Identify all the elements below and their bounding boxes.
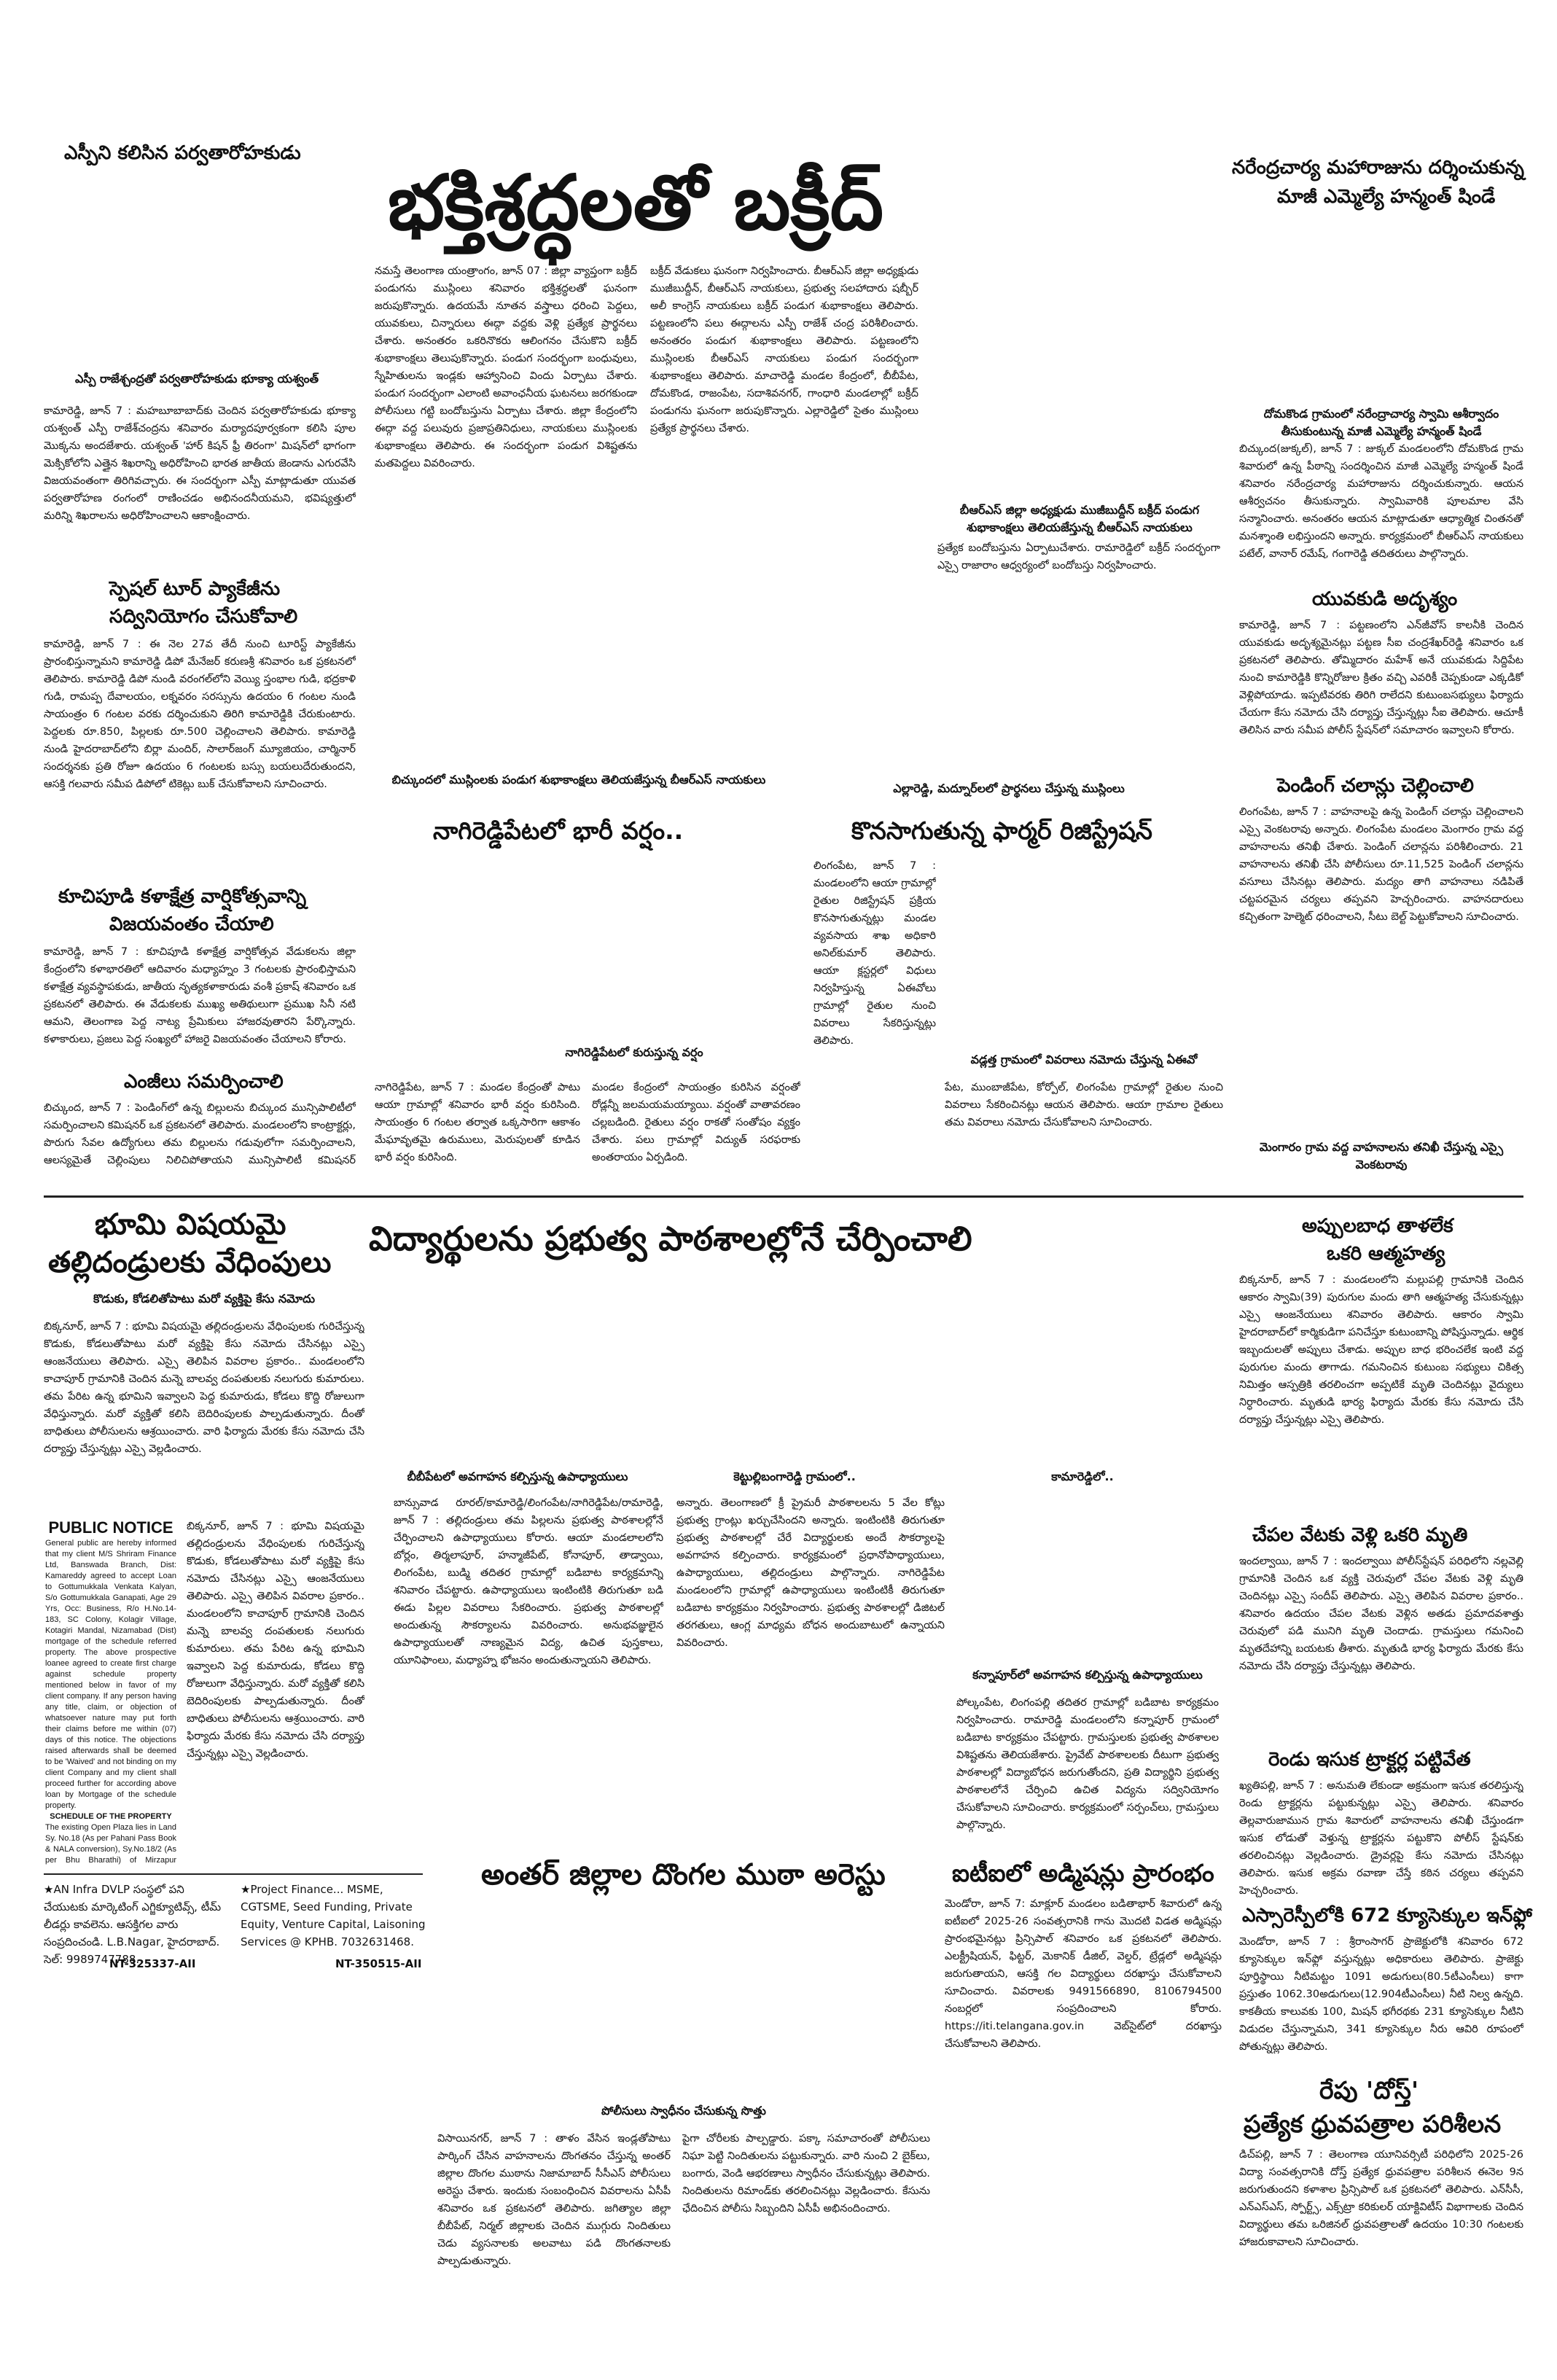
land-harassment-story-cont bbox=[187, 1518, 364, 1868]
bakrid-col-3 bbox=[937, 539, 1220, 590]
students-photo-4 bbox=[956, 1494, 1219, 1677]
rain-photo bbox=[375, 857, 803, 1039]
swamy-story-text: బిచ్కుంద(జుక్కల్), జూన్ 7 : జుక్కల్ మండలంలోని దోమకొండ గ్రామ శివారులో ఉన్న పీఠాన్ని సందర్శించిన మాజీ ఎమ్మెల్యే హన్మంత్ షిండే శనివారం నరేంద్రచార్య మహారాజును దర్శించుకున్నారు. ఆయన ఆశీర్వచనం తీసుకున్నారు. స్వామివారికి పూలమాల వేసి సన్మానించారు. అనంతరం ఆయన మాట్లాడుతూ ఆధ్యాత్మిక చింతనతో మనశ్శాంతి లభిస్తుందని అన్నారు. కార్యక్రమంలో బీఆర్ఎస్ నాయకులు పటేల్, వానార్ రమేష్, గంగారెడ్డి తదితరులు పాల్గొన్నారు. bbox=[1239, 443, 1523, 560]
mountaineer-story bbox=[44, 402, 356, 579]
thieves-col-1-text: విసాయినగర్, జూన్ 7 : తాళం వేసిన ఇండ్లతోపాటు పార్కింగ్ చేసిన వాహనాలను దొంగతనం చేస్తున్న అంతర్ జిల్లాల దొంగల ముఠాను నిజామాబాద్ సీసీఎస్ పోలీసులు అరెస్టు చేశారు. ఇందుకు సంబంధించిన వివరాలను ఏసీపీ శనివారం ఒక ప్రకటనలో తెలిపారు. జగిత్యాల జిల్లా బీబీపేట్, నిర్మల్ జిల్లాలకు చెందిన ముగ్గురు నిందితులు చెడు వ్యసనాలకు అలవాటు పడి దొంగతనాలకు పాల్పడుతున్నారు. bbox=[437, 2133, 671, 2267]
challans-story bbox=[1239, 803, 1523, 939]
kuchipudi-story bbox=[44, 943, 356, 1067]
public-notice-title: PUBLIC NOTICE bbox=[48, 1518, 173, 1537]
right-top-headline-1: నరేంద్రచార్య మహారాజును దర్శించుకున్న bbox=[1232, 157, 1524, 179]
rain-col-1-text: నాగిరెడ్డిపేట, జూన్ 7 : మండల కేంద్రంతో పాటు ఆయా గ్రామాల్లో శనివారం భారీ వర్షం కురిసింది. సాయంత్రం 6 గంటల తర్వాత ఒక్కసారిగా ఆకాశం మేఘావృతమై ఉరుములు, మెరుపులతో కూడిన భారీ వర్షం కురిసింది. bbox=[375, 1082, 580, 1163]
rain-col-2 bbox=[592, 1079, 800, 1174]
ads-divider bbox=[44, 1873, 423, 1875]
kuchipudi-story-text: కామారెడ్డి, జూన్ 7 : కూచిపూడి కళాక్షేత్ర వార్షికోత్సవ వేడుకలను జిల్లా కేంద్రంలోని కళాభారతిలో ఆదివారం మధ్యాహ్నం 3 గంటలకు ప్రారంభిస్తామని కళాక్షేత్ర వ్యవస్థాపకుడు, జాతీయ నృత్యకళాకారుడు వంశీ ప్రకాష్ శనివారం ఒక ప్రకటనలో తెలిపారు. ఈ వేడుకలకు ముఖ్య అతిథులుగా ప్రముఖ సినీ నటి ఆమని, తెలంగాణ పెద్ద నాట్య ప్రేమికులు హాజరవుతారని పేర్కొన్నారు. కళాకారులు, ప్రజలు పెద్ద సంఖ్యలో హాజరై విజయవంతం చేయాలని కోరారు. bbox=[44, 946, 356, 1045]
swamy-photo bbox=[1239, 219, 1523, 401]
ad-project-finance-code: NT-350515-AII bbox=[335, 1957, 422, 1970]
fishing-death-head: చేపల వేటకు వెళ్లి ఒకరి మృతి bbox=[1252, 1524, 1468, 1546]
thieves-headline: అంతర్ జిల్లాల దొంగల ముఠా అరెస్టు bbox=[481, 1858, 886, 1892]
suicide-head-2: ఒకరి ఆత్మహత్య bbox=[1327, 1243, 1445, 1265]
suicide-story-text: బిక్కనూర్, జూన్ 7 : మండలంలోని మల్లుపల్లి గ్రామానికి చెందిన ఆకారం స్వామి(39) పురుగుల మందు తాగి ఆత్మహత్య చేసుకున్నట్లు ఎస్సై ఆంజనేయులు శనివారం తెలిపారు. ఆకారం స్వామి హైదరాబాద్‌లో కార్మికుడిగా పనిచేస్తూ కుటుంబాన్ని పోషిస్తున్నాడు. ఆర్థిక ఇబ్బందులతో అప్పులు చేశాడు. అప్పుల బాధ భరించలేక ఇంటి వద్ద పురుగుల మందు తాగాడు. గమనించిన కుటుంబ సభ్యులు చికిత్స నిమిత్తం ఆస్పత్రికి తరలించగా అప్పటికే మృతి చెందినట్లు వైద్యులు నిర్ధారించారు. మృతుడి భార్య ఫిర్యాదు మేరకు కేసు నమోదు చేసి దర్యాప్తు చేస్తున్నట్లు ఎస్సై తెలిపారు. bbox=[1239, 1274, 1523, 1426]
challans-photo bbox=[1239, 945, 1523, 1136]
iti-headline: ఐటీఐలో అడ్మిషన్లు ప్రారంభం bbox=[952, 1859, 1214, 1887]
land-harassment-head-2: తల్లిదండ్రులకు వేధింపులు bbox=[48, 1246, 332, 1279]
swamy-story bbox=[1239, 440, 1523, 583]
bakrid-col-2 bbox=[650, 262, 918, 656]
land-harassment-story-cont-text: బిక్కనూర్, జూన్ 7 : భూమి విషయమై తల్లిదండ్రులను వేధింపులకు గురిచేస్తున్న కొడుకు, కోడలుతోపాటు మరో వ్యక్తిపై కేసు నమోదు చేసినట్లు ఎస్సై ఆంజనేయులు తెలిపారు. ఎస్సై తెలిపిన వివరాల ప్రకారం.. మండలంలోని కాచాపూర్ గ్రామానికి చెందిన మన్నె బాలవ్వ దంపతులకు నలుగురు కుమారులు. తమ పేరిట ఉన్న భూమిని ఇవ్వాలని పెద్ద కుమారుడు, కోడలు కొద్ది రోజులుగా వేధిస్తున్నారు. మరో వ్యక్తితో కలిసి బెదిరింపులకు పాల్పడుతున్నారు. దీంతో బాధితులు పోలీసులను ఆశ్రయించారు. వారి ఫిర్యాదు మేరకు కేసు నమోదు చేసి దర్యాప్తు చేస్తున్నట్లు ఎస్సై వెల్లడించారు. bbox=[187, 1521, 364, 1760]
bakrid-photo-2 bbox=[375, 598, 783, 765]
section-divider bbox=[44, 1195, 1523, 1198]
missing-youth-story-text: కామారెడ్డి, జూన్ 7 : పట్టణంలోని ఎన్‌జీవోస్ కాలనీకి చెందిన యువకుడు అదృశ్యమైనట్లు పట్టణ సీఐ చంద్రశేఖర్‌రెడ్డి శనివారం ఒక ప్రకటనలో తెలిపారు. తోమ్మిదారం మహేశ్ అనే యువకుడు సిద్దిపేట నుంచి కామారెడ్డికి కొన్నిరోజుల క్రితం వచ్చి ఎవరికీ చెప్పకుండా ఎక్కడికో వెళ్లిపోయాడు. ఇప్పటివరకు తిరిగి రాలేదని కుటుంబసభ్యులు ఫిర్యాదు చేయగా కేసు నమోదు చేసి దర్యాప్తు చేస్తున్నట్లు సీఐ తెలిపారు. ఆచూకీ తెలిసిన వారు సమీప పోలీస్ స్టేషన్‌లో సమాచారం ఇవ్వాలని కోరారు. bbox=[1239, 620, 1523, 736]
students-photo-4-caption: కన్నాపూర్‌లో అవగాహన కల్పిస్తున్న ఉపాధ్యాయులు bbox=[972, 1668, 1203, 1682]
dost-head-1: రేపు 'దోస్త్' bbox=[1319, 2076, 1419, 2104]
ad-project-finance bbox=[241, 1881, 430, 1951]
bakrid-col-1-text: నమస్తే తెలంగాణ యంత్రాంగం, జూన్ 07 : జిల్లా వ్యాప్తంగా బక్రీద్ పండుగను ముస్లింలు శనివారం భక్తిశ్రద్ధలతో ఘనంగా జరుపుకొన్నారు. ఉదయమే నూతన వస్త్రాలు ధరించి పెద్దలు, యువకులు, చిన్నారులు ఈద్గా వద్దకు వెళ్లి ప్రత్యేక ప్రార్థనలు చేశారు. అనంతరం ఒకరినొకరు ఆలింగనం చేసుకొని బక్రీద్ శుభాకాంక్షలు తెలుపుకొన్నారు. పండుగ సందర్భంగా బంధువులు, స్నేహితులను ఇండ్లకు ఆహ్వానించి విందు ఏర్పాటు చేశారు. పండుగ సందర్భంగా ఎలాంటి అవాంఛనీయ ఘటనలు జరగకుండా పోలీసులు గట్టి బందోబస్తును ఏర్పాటు చేశారు. జిల్లా కేంద్రంలోని ఈద్గా వద్ద పలువురు ప్రజాప్రతినిధులు, నాయకులు ముస్లింలకు శుభాకాంక్షలు తెలిపారు. ఈ సందర్భంగా పండుగ విశిష్టతను మతపెద్దలు వివరించారు. bbox=[375, 265, 637, 469]
challans-head: పెండింగ్ చలాన్లు చెల్లించాలి bbox=[1277, 775, 1474, 797]
students-col-1 bbox=[394, 1494, 663, 1837]
students-photo-2 bbox=[649, 1276, 940, 1465]
bakrid-col-2-text: బక్రీద్ వేడుకలు ఘనంగా నిర్వహించారు. బీఆర్ఎస్ జిల్లా అధ్యక్షుడు ముజీబుద్దీన్, బీఆర్ఎస్ నాయకులు, ప్రభుత్వ సలహాదారు షబ్బీర్ అలీ కాంగ్రెస్ నాయకులు బక్రీద్ పండుగ శుభాకాంక్షలు తెలిపారు. పట్టణంలోని పలు ఈద్గాలను ఎస్పీ రాజేశ్ చంద్ర పరిశీలించారు. అనంతరం పండుగ శుభాకాంక్షలు తెలిపారు. పట్టణంలోని ముస్లింలకు బీఆర్ఎస్ నాయకులు పండుగ సందర్భంగా శుభాకాంక్షలు తెలిపారు. మాచారెడ్డి మండల కేంద్రంలో, బీబీపేట, దోమకొండ, రాజంపేట, సదాశివనగర్, గాంధారి మండలాల్లో బక్రీద్ పండుగను ఘనంగా జరుపుకొన్నారు. ఎల్లారెడ్డిలో సైతం ముస్లింలు ప్రత్యేక ప్రార్థనలు చేశారు. bbox=[650, 265, 918, 434]
bakrid-col-1 bbox=[375, 262, 637, 583]
bakrid-photo-1 bbox=[937, 248, 1222, 496]
kuchipudi-head-2: విజయవంతం చేయాలి bbox=[109, 913, 274, 935]
farmer-col-1 bbox=[813, 857, 936, 1083]
thieves-photo-caption: పోలీసులు స్వాధీనం చేసుకున్న సొత్తు bbox=[601, 2104, 766, 2118]
rain-headline: నాగిరెడ్డిపేటలో భారీ వర్షం.. bbox=[433, 816, 684, 845]
bakrid-photo-2-caption: బిచ్కుందలో ముస్లింలకు పండుగ శుభాకాంక్షలు తెలియజేస్తున్న బీఆర్ఎస్ నాయకులు bbox=[391, 773, 766, 787]
students-headline: విద్యార్థులను ప్రభుత్వ పాఠశాలల్లోనే చేర్పించాలి bbox=[369, 1219, 972, 1258]
missing-youth-head: యువకుడి అదృశ్యం bbox=[1312, 588, 1458, 610]
farmer-col-2 bbox=[945, 1079, 1223, 1174]
land-harassment-subhead: కొడుకు, కోడలితోపాటు మరో వ్యక్తిపై కేసు నమోదు bbox=[93, 1292, 316, 1306]
dost-story bbox=[1239, 2146, 1523, 2286]
public-notice-body: General public are hereby informed that my client M/S Shriram Finance Ltd, Banswada Branch, Dist: Kamareddy agreed to accept Loan to Gottumukkala Venkata Kalyan, S/o Gottumukkala Ganapati, Age 29 Yrs, Occ: Business, R/o H.No.14-183, SC Colony, Kolagir Village, Kotagiri Mandal, Nizamabad (Dist) mortgage of the schedule referred property. The above prospective loanee agreed to create first charge against schedule property mentioned below in favor of my client company. If any person having any title, claim, or objection of whatsoever nature may put forth their claims before me within (07) days of this notice. The objections raised afterwards shall be deemed to be 'Waived' and not binding on my client Company and my client shall proceed further for according above loan by Mortgage of the schedule property. bbox=[45, 1539, 176, 1810]
challans-story-text: లింగంపేట, జూన్ 7 : వాహనాలపై ఉన్న పెండింగ్ చలాన్లు చెల్లించాలని ఎస్సై వెంకటరావు అన్నారు. లింగంపేట మండలం మెంగారం గ్రామ వద్ద వాహనాలను తనిఖీ చేశారు. పెండింగ్ చలాన్లను పరిశీలించారు. 21 వాహనాలను తనిఖీ చేసి పోలీసులు రూ.11,525 పెండింగ్ చలాన్లను వసూలు చేసినట్లు తెలిపారు. మద్యం తాగి వాహనాలు నడిపితే చట్టపరమైన చర్యలు తప్పవని హెచ్చరించారు. వాహనదారులు కచ్చితంగా హెల్మెట్ ధరించాలని, సీటు బెల్ట్ పెట్టుకోవాలని సూచించారు. bbox=[1239, 806, 1523, 923]
ad-project-finance-text: ★Project Finance... MSME, CGTSME, Seed Funding, Private Equity, Venture Capital, Laisoning Services @ KPHB. 7032631468. bbox=[241, 1883, 426, 1948]
bills-story bbox=[44, 1099, 356, 1172]
students-col-3 bbox=[956, 1694, 1219, 1840]
bakrid-photo-1-caption: బీఆర్ఎస్ జిల్లా అధ్యక్షుడు ముజీబుద్దీన్ బక్రీద్ పండుగ శుభాకాంక్షలు తెలియజేస్తున్న బీఆర్ఎస్ నాయకులు bbox=[959, 503, 1200, 534]
main-headline: భక్తిశ్రద్ధలతో బక్రీద్ bbox=[388, 158, 884, 247]
tour-package-story-text: కామారెడ్డి, జూన్ 7 : ఈ నెల 27వ తేదీ నుంచి టూరిస్ట్ ప్యాకేజీను ప్రారంభిస్తున్నామని కామారెడ్డి డిపో మేనేజర్ కరుణశ్రీ శనివారం ఒక ప్రకటనలో తెలిపారు. కామారెడ్డి డిపో నుండి వరంగల్‌లోని వెయ్యి స్తంభాల గుడి, భద్రకాళి గుడి, రామప్ప దేవాలయం, లక్నవరం సరస్సును ఉదయం 6 గంటల నుండి సాయంత్రం 6 గంటల వరకు దర్శించుకుని తిరిగి కామారెడ్డికి చేరుకుంటారు. పెద్దలకు రూ.850, పిల్లలకు రూ.500 చెల్లించాలని తెలిపారు. కామారెడ్డి నుండి హైదరాబాద్‌లోని బిర్లా మందిర్, సాలార్‌జంగ్ మ్యూజియం, చార్మినార్ సందర్శనకు ప్రతి రోజూ ఉదయం 6 గంటలకు బస్సు బయలుదేరుతుందని, ఆసక్తి గలవారు సమీప డిపోలో టికెట్లు బుక్ చేసుకోవాలని సూచించారు. bbox=[44, 639, 356, 790]
students-col-2-text: అన్నారు. తెలంగాణలో క్రీ ప్రైమరీ పాఠశాలలను 5 వేల కోట్లు ప్రభుత్వ గ్రాంట్లు ఖర్చుచేసిందని అన్నారు. ఇంటింటికి తిరుగుతూ ప్రభుత్వ పాఠశాలల్లో చేరే విద్యార్థులకు అందే సౌకర్యాలపై అవగాహన కల్పించారు. కార్యక్రమంలో ప్రధానోపాధ్యాయులు, ఉపాధ్యాయులు, తల్లిదండ్రులు పాల్గొన్నారు. నాగిరెడ్డిపేట మండలంలోని గ్రామాల్లో ఉపాధ్యాయులు ఇంటింటికీ తిరుగుతూ బడిబాట కార్యక్రమం నిర్వహించారు. ప్రభుత్వ పాఠశాలల్లో డిజిటల్ తరగతులు, ఆంగ్ల మాధ్యమ బోధన అందుబాటులో ఉన్నాయని వివరించారు. bbox=[676, 1497, 945, 1649]
land-harassment-story bbox=[44, 1318, 364, 1515]
land-harassment-head-1: భూమి విషయమై bbox=[95, 1208, 286, 1241]
bakrid-photo-3-caption: ఎల్లారెడ్డి, మద్నూర్‌లలో ప్రార్థనలు చేస్తున్న ముస్లింలు bbox=[893, 781, 1125, 795]
right-top-headline-2: మాజీ ఎమ్మెల్యే హన్మంత్ షిండే bbox=[1277, 186, 1496, 208]
thieves-col-2 bbox=[682, 2130, 930, 2283]
sand-tractors-story bbox=[1239, 1777, 1523, 1898]
mountaineer-story-text: కామారెడ్డి, జూన్ 7 : మహబూబాబాద్‌కు చెందిన పర్వతారోహకుడు భూక్యా యశ్వంత్ ఎస్పీ రాజేశ్‌చంద్రను శనివారం మర్యాదపూర్వకంగా కలిసి పూల మొక్కను అందజేశారు. యశ్వంత్ 'హార్ కిషన్ ఫ్రీ తిరంగా' మిషన్‌లో భాగంగా మెక్సికోలోని ఎత్తైన శిఖరాన్ని అధిరోహించి భారత జాతీయ జెండాను ఎగురవేసి విజయవంతంగా తిరిగివచ్చారు. ఈ సందర్భంగా ఎస్పీ మాట్లాడుతూ యువత పర్వతారోహణ రంగంలో రాణించడం అభినందనీయమని, భవిష్యత్తులో మరిన్ని శిఖరాలను అధిరోహించాలని ఆకాంక్షించారు. bbox=[44, 405, 356, 522]
farmer-col-2-text: పేట, ముంబాజీపేట, కోర్పోల్, లింగంపేట గ్రామాల్లో రైతుల నుంచి వివరాలు సేకరించినట్లు ఆయన తెలిపారు. ఆయా గ్రామాల రైతులు తమ వివరాలు నమోదు చేసుకోవాలని సూచించారు. bbox=[945, 1082, 1223, 1128]
bakrid-col-3-text: ప్రత్యేక బందోబస్తును ఏర్పాటుచేశారు. రామారెడ్డిలో బక్రీద్ సందర్భంగా ఎస్సై రాజారాం ఆధ్వర్యంలో బందోబస్తు నిర్వహించారు. bbox=[937, 542, 1220, 571]
students-col-1-text: బాన్సువాడ రూరల్/కామారెడ్డి/లింగంపేట/నాగిరెడ్డిపేట/రామారెడ్డి, జూన్ 7 : తల్లిదండ్రులు తమ పిల్లలను ప్రభుత్వ పాఠశాలల్లోనే చేర్పించాలని ఉపాధ్యాయులు కోరారు. ఆయా మండలాలలోని బోర్లం, తిర్మలాపూర్, హన్మాజీపేట్, కోనాపూర్, తాడ్వాయి, లింగంపేట, బుడ్మి తదితర గ్రామాల్లో బడిబాట కార్యక్రమాన్ని శనివారం చేపట్టారు. ఉపాధ్యాయులు ఇంటింటికి తిరుగుతూ బడి ఈడు పిల్లల వివరాలు సేకరించారు. ప్రభుత్వ పాఠశాలల్లో అందుతున్న సౌకర్యాలను వివరించారు. అనుభవజ్ఞులైన ఉపాధ్యాయులతో నాణ్యమైన విద్య, ఉచిత పుస్తకాలు, యూనిఫాంలు, మధ్యాహ్న భోజనం అందుతున్నాయని తెలిపారు. bbox=[394, 1497, 663, 1666]
tour-package-head-1: స్పెషల్ టూర్ ప్యాకేజీను bbox=[109, 578, 281, 600]
farmer-registration-headline: కొనసాగుతున్న ఫార్మర్ రిజిస్ట్రేషన్ bbox=[851, 816, 1152, 845]
students-photo-2-caption: కెట్టుల్లిబంగారెడ్డి గ్రామంలో.. bbox=[733, 1470, 856, 1483]
suicide-head-1: అప్పులబాధ తాళలేక bbox=[1302, 1215, 1453, 1237]
sand-tractors-story-text: ఖ్యతిపల్లి, జూన్ 7 : అనుమతి లేకుండా అక్రమంగా ఇసుక తరలిస్తున్న రెండు ట్రాక్టర్లను పట్టుకున్నట్లు ఎస్సై తెలిపారు. శనివారం తెల్లవారుజామున గ్రామ శివారులో వాహనాలను తనిఖీ చేస్తుండగా ఇసుక లోడుతో వెళ్తున్న ట్రాక్టర్లను పట్టుకొని పోలీస్ స్టేషన్‌కు తరలించినట్లు వెల్లడించారు. డ్రైవర్లపై కేసు నమోదు చేసినట్లు తెలిపారు. ఇసుక అక్రమ రవాణా చేస్తే కఠిన చర్యలు తప్పవని హెచ్చరించారు. bbox=[1239, 1780, 1523, 1897]
bakrid-photo-3 bbox=[795, 671, 1223, 765]
dost-head-2: ప్రత్యేక ధ్రువపత్రాల పరిశీలన bbox=[1244, 2110, 1502, 2138]
tour-package-head-2: సద్వినియోగం చేసుకోవాలి bbox=[109, 606, 298, 628]
thieves-col-2-text: పైగా చోరీలకు పాల్పడ్డారు. పక్కా సమాచారంతో పోలీసులు నిఘా పెట్టి నిందితులను పట్టుకున్నారు. వారి నుంచి 2 బైక్‌లు, బంగారు, వెండి ఆభరణాలు స్వాధీనం చేసుకున్నట్లు తెలిపారు. నిందితులను రిమాండ్‌కు తరలించినట్లు వెల్లడించారు. కేసును ఛేదించిన పోలీసు సిబ్బందిని ఏసీపీ అభినందించారు. bbox=[682, 2133, 930, 2215]
thieves-col-1 bbox=[437, 2130, 671, 2283]
missing-youth-story bbox=[1239, 617, 1523, 771]
tour-package-story bbox=[44, 636, 356, 882]
rain-col-1 bbox=[375, 1079, 580, 1174]
left-top-headline: ఎస్పీని కలిసిన పర్వతారోహకుడు bbox=[64, 142, 301, 164]
swamy-photo-caption: దోమకొండ గ్రామంలో నరేంద్రాచార్య స్వామి ఆశీర్వాదం తీసుకుంటున్న మాజీ ఎమ్మెల్యే హన్మంత్ షిండే bbox=[1263, 407, 1499, 438]
srsp-inflow-story bbox=[1239, 1933, 1523, 2072]
thieves-photo bbox=[437, 1908, 930, 2098]
students-photo-3 bbox=[948, 1276, 1217, 1465]
students-photo-3-caption: కామారెడ్డిలో.. bbox=[1051, 1470, 1114, 1483]
farmer-photo-caption: వడ్లత్త గ్రామంలో వివరాలు నమోదు చేస్తున్న ఏఈవో bbox=[970, 1053, 1198, 1066]
mountaineer-photo-caption: ఎస్పీ రాజేశ్చంద్రతో పర్వతారోహకుడు భూక్యా యశ్వంత్ bbox=[74, 372, 319, 386]
suicide-story bbox=[1239, 1271, 1523, 1519]
srsp-inflow-head: ఎస్సారెస్పీలోకి 672 క్యూసెక్కుల ఇన్‌ఫ్లో bbox=[1242, 1905, 1532, 1927]
students-col-3-text: పోల్కంపేట, లింగంపల్లి తదితర గ్రామాల్లో బడిబాట కార్యక్రమం నిర్వహించారు. రామారెడ్డి మండలంలోని కన్నాపూర్ గ్రామంలో బడిబాట కార్యక్రమం చేపట్టారు. గ్రామస్తులకు ప్రభుత్వ పాఠశాలల విశిష్టతను తెలియజేశారు. ప్రైవేట్ పాఠశాలలకు దీటుగా ప్రభుత్వ పాఠశాలల్లో విద్యాబోధన జరుగుతోందని, ప్రతి విద్యార్థిని ప్రభుత్వ పాఠశాలలోనే చేర్పించి ఉచిత విద్యను సద్వినియోగం చేసుకోవాలని సూచించారు. కార్యక్రమంలో సర్పంచ్‌లు, గ్రామస్తులు పాల్గొన్నారు. bbox=[956, 1697, 1219, 1831]
sand-tractors-head: రెండు ఇసుక ట్రాక్టర్ల పట్టివేత bbox=[1268, 1749, 1471, 1771]
fishing-death-story-text: ఇందల్వాయి, జూన్ 7 : ఇందల్వాయి పోలీస్‌స్టేషన్ పరిధిలోని నల్లవెల్లి గ్రామానికి చెందిన ఒక వ్యక్తి చెరువులో చేపల వేటకు వెళ్లి మృతి చెందినట్లు ఎస్సై సందీప్ తెలిపారు. ఎస్సై తెలిపిన వివరాల ప్రకారం.. శనివారం ఉదయం చేపల వేటకు వెళ్లిన అతడు ప్రమాదవశాత్తు చెరువులో పడి మునిగి మృతి చెందాడు. గ్రామస్తులు గమనించి మృతదేహాన్ని బయటకు తీశారు. మృతుడి భార్య ఫిర్యాదు మేరకు కేసు నమోదు చేసి దర్యాప్తు చేస్తున్నట్లు తెలిపారు. bbox=[1239, 1556, 1523, 1672]
land-harassment-story-text: బిక్కనూర్, జూన్ 7 : భూమి విషయమై తల్లిదండ్రులను వేధింపులకు గురిచేస్తున్న కొడుకు, కోడలుతోపాటు మరో వ్యక్తిపై కేసు నమోదు చేసినట్లు ఎస్సై ఆంజనేయులు తెలిపారు. ఎస్సై తెలిపిన వివరాల ప్రకారం.. మండలంలోని కాచాపూర్ గ్రామానికి చెందిన మన్నె బాలవ్వ దంపతులకు నలుగురు కుమారులు. తమ పేరిట ఉన్న భూమిని ఇవ్వాలని పెద్ద కుమారుడు, కోడలు కొద్ది రోజులుగా వేధిస్తున్నారు. మరో వ్యక్తితో కలిసి బెదిరింపులకు పాల్పడుతున్నారు. దీంతో బాధితులు పోలీసులను ఆశ్రయించారు. వారి ఫిర్యాదు మేరకు కేసు నమోదు చేసి దర్యాప్తు చేస్తున్నట్లు ఎస్సై వెల్లడించారు. bbox=[44, 1321, 364, 1455]
rain-col-2-text: మండల కేంద్రంలో సాయంత్రం కురిసిన వర్షంతో రోడ్లన్నీ జలమయమయ్యాయి. వర్షంతో వాతావరణం చల్లబడింది. రైతులు వర్షం రాకతో సంతోషం వ్యక్తం చేశారు. పలు గ్రామాల్లో విద్యుత్ సరఫరాకు అంతరాయం ఏర్పడింది. bbox=[592, 1082, 800, 1163]
public-notice-schedule-title: SCHEDULE OF THE PROPERTY bbox=[50, 1812, 172, 1821]
challans-photo-caption: మెంగారం గ్రామ వద్ద వాహనాలను తనిఖీ చేస్తున్న ఎస్సై వెంకటరావు bbox=[1259, 1140, 1504, 1171]
iti-story-text: మెండోరా, జూన్ 7: మాక్లూర్ మండలం బడితాభార్ శివారులో ఉన్న ఐటీఐలో 2025-26 సంవత్సరానికి గాను మొదటి విడత అడ్మిషన్లు ప్రారంభమైనట్లు ప్రిన్సిపాల్ శనివారం ఒక ప్రకటనలో తెలిపారు. ఎలక్ట్రీషియన్, ఫిట్టర్, మెకానిక్ డీజిల్, వెల్డర్, ట్రేడ్లలో అడ్మిషన్లు జరుగుతాయని, ఆసక్తి గల విద్యార్థులు దరఖాస్తు చేసుకోవాలని సూచించారు. వివరాలకు 9491566890, 8106794500 నంబర్లలో సంప్రదించాలని కోరారు. https://iti.telangana.gov.in వెబ్‌సైట్‌లో దరఖాస్తు చేసుకోవాలని తెలిపారు. bbox=[945, 1898, 1222, 2050]
public-notice bbox=[45, 1518, 176, 1868]
farmer-col-1-text: లింగంపేట, జూన్ 7 : మండలంలోని ఆయా గ్రామాల్లో రైతుల రిజిస్ట్రేషన్ ప్రక్రియ కొనసాగుతున్నట్లు మండల వ్యవసాయ శాఖ అధికారి అనిల్‌కుమార్ తెలిపారు. ఆయా క్లస్టర్లలో విధులు నిర్వహిస్తున్న ఏఈవోలు గ్రామాల్లో రైతుల నుంచి వివరాలు సేకరిస్తున్నట్లు తెలిపారు. bbox=[813, 860, 936, 1047]
srsp-inflow-story-text: మెండోరా, జూన్ 7 : శ్రీరాంసాగర్ ప్రాజెక్టులోకి శనివారం 672 క్యూసెక్కుల ఇన్‌ఫ్లో వస్తున్నట్లు అధికారులు తెలిపారు. ప్రాజెక్టు పూర్తిస్థాయి నీటిమట్టం 1091 అడుగులు(80.5టీఎంసీలు) కాగా ప్రస్తుతం 1062.30అడుగులు(12.904టీఎంసీలు) నీటి నిల్వ ఉన్నది. కాకతీయ కాలువకు 100, మిషన్ భగీరథకు 231 క్యూసెక్కుల నీటిని విడుదల చేస్తున్నామని, 341 క్యూసెక్కుల నీరు ఆవిరి రూపంలో పోతున్నట్లు తెలిపారు. bbox=[1239, 1936, 1523, 2053]
farmer-photo bbox=[945, 857, 1223, 1047]
mountaineer-photo bbox=[44, 182, 350, 361]
dost-story-text: డిచ్‌పల్లి, జూన్ 7 : తెలంగాణ యూనివర్సిటీ పరిధిలోని 2025-26 విద్యా సంవత్సరానికి దోస్త్ ప్రత్యేక ధ్రువపత్రాల పరిశీలన ఈనెల 9న జరుగుతుందని కళాశాల ప్రిన్సిపాల్ ఒక ప్రకటనలో తెలిపారు. ఎన్‌సీసీ, ఎన్‌ఎస్‌ఎస్, స్పోర్ట్స్, ఎక్స్‌ట్రా కరికులర్ యాక్టివిటీస్ విభాగాలకు చెందిన విద్యార్థులు తమ ఒరిజినల్ ధ్రువపత్రాలతో ఉదయం 10:30 గంటలకు హాజరుకావాలని సూచించారు. bbox=[1239, 2149, 1523, 2248]
students-photo-1-caption: బీబీపేటలో అవగాహన కల్పిస్తున్న ఉపాధ్యాయులు bbox=[407, 1470, 628, 1483]
students-photo-1 bbox=[394, 1276, 641, 1465]
bills-story-text: బిచ్కుంద, జూన్ 7 : పెండింగ్‌లో ఉన్న బిల్లులను బిచ్కుంద మున్సిపాలిటీలో సమర్పించాలని కమిషనర్ ఒక ప్రకటనలో తెలిపారు. మండలంలోని కాంట్రాక్టర్లు, పొరుగు సేవల ఉద్యోగులు తమ బిల్లులను గడువులోగా సమర్పించాలని, ఆలస్యమైతే చెల్లింపులు నిలిచిపోతాయని మున్సిపాలిటీ కమిషనర్ bbox=[44, 1102, 356, 1166]
ad-infra-code: NT-325337-AII bbox=[109, 1957, 196, 1970]
bills-head: ఎంజీలు సమర్పించాలి bbox=[124, 1071, 284, 1093]
ad-infra-text: ★AN Infra DVLP సంస్థలో పని చేయుటకు మార్కెటింగ్ ఎగ్జిక్యూటివ్స్, టీమ్ లీడర్లు కావలెను. ఆసక్తిగల వారు సంప్రదించండి. L.B.Nagar, హైదరాబాద్. సెల్: 9989747788. bbox=[44, 1883, 222, 1966]
iti-story bbox=[945, 1895, 1222, 2289]
kuchipudi-head-1: కూచిపూడి కళాక్షేత్ర వార్షికోత్సవాన్ని bbox=[58, 886, 307, 908]
rain-photo-caption: నాగిరెడ్డిపేటలో కురుస్తున్న వర్షం bbox=[565, 1045, 703, 1059]
public-notice-schedule: The existing Open Plaza lies in Land Sy. No.18 (As per Pahani Pass Book & NALA conversion), Sy.No.18/2 (As per Bhu Bharathi) of Mirzapur bbox=[45, 1823, 176, 1865]
students-col-2 bbox=[676, 1494, 945, 1837]
fishing-death-story bbox=[1239, 1553, 1523, 1744]
